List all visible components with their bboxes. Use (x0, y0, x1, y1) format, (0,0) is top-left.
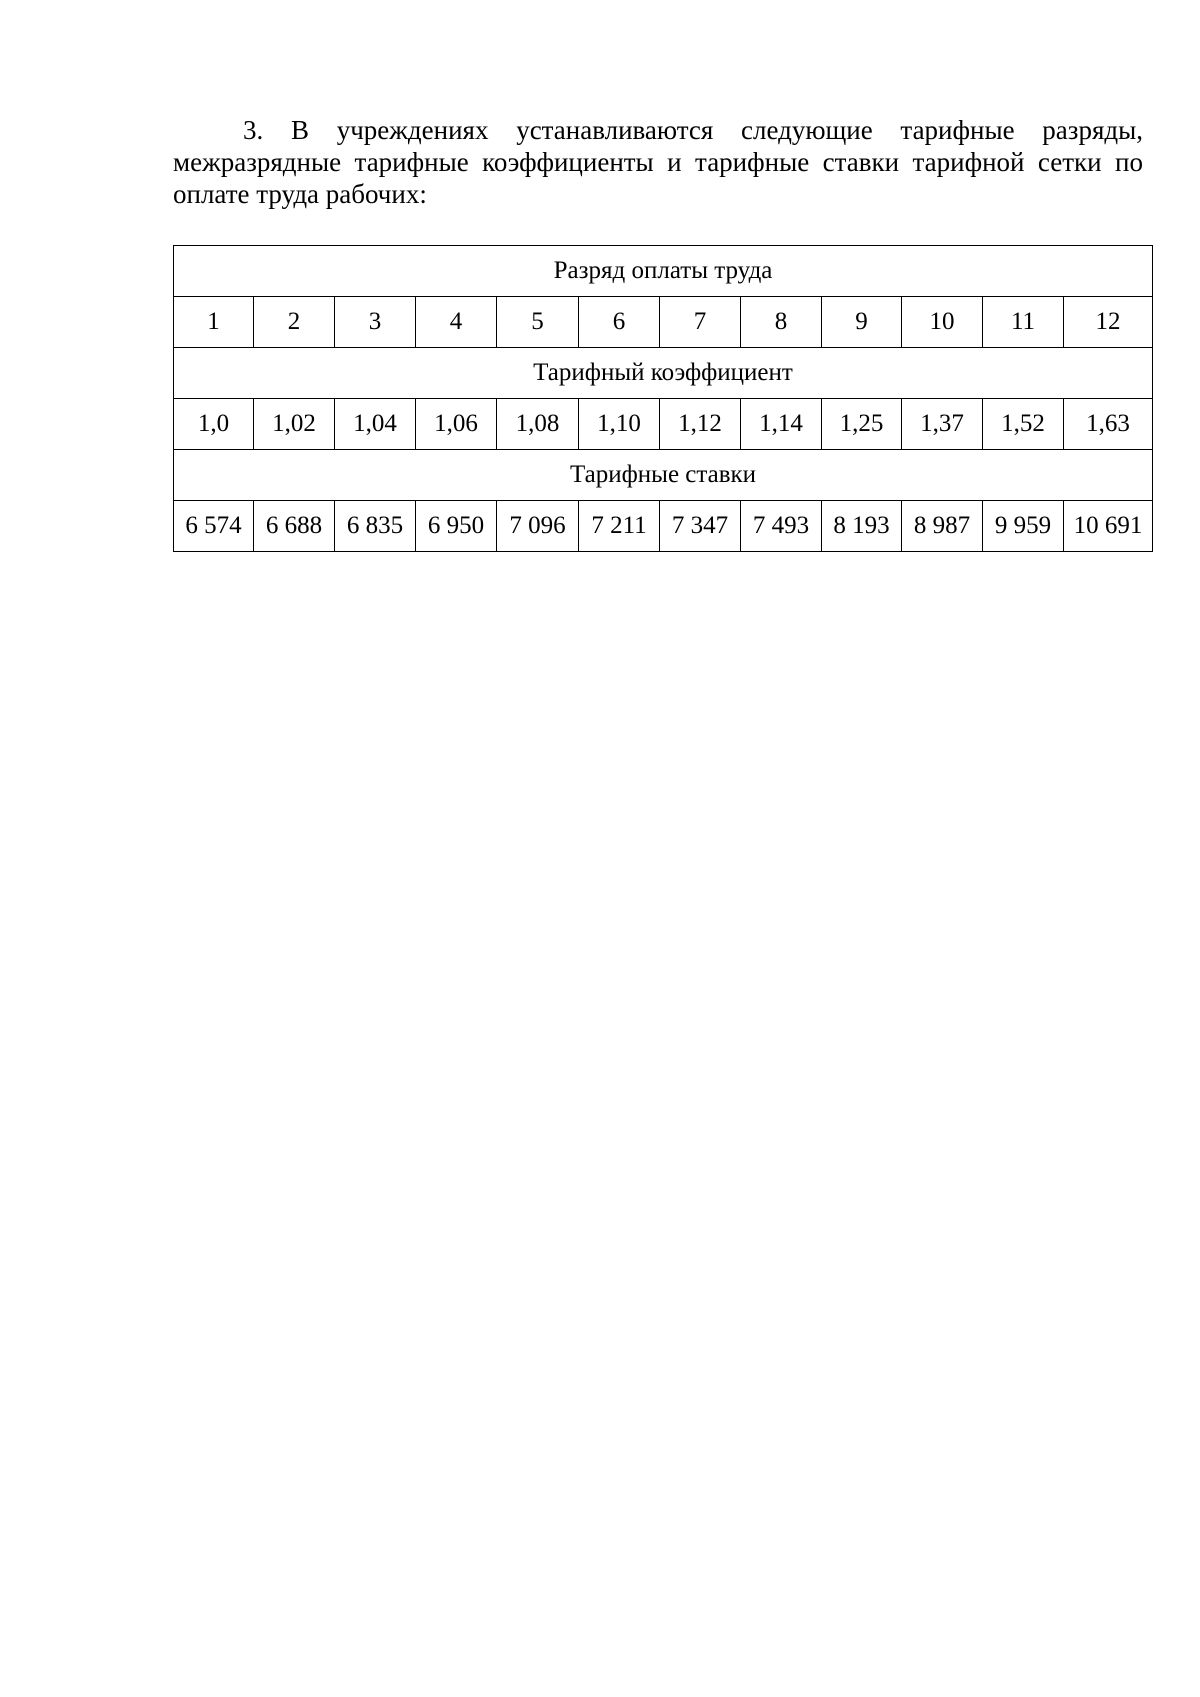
coefficient-cell: 1,04 (335, 399, 416, 450)
grade-cell: 11 (983, 297, 1064, 348)
grade-cell: 12 (1064, 297, 1153, 348)
coefficient-cell: 1,06 (416, 399, 497, 450)
rate-cell: 6 574 (174, 501, 254, 552)
rate-cell: 6 688 (254, 501, 335, 552)
rate-cell: 7 096 (497, 501, 579, 552)
grade-cell: 10 (902, 297, 983, 348)
grade-cell: 3 (335, 297, 416, 348)
coefficient-cell: 1,10 (579, 399, 660, 450)
coefficient-cell: 1,02 (254, 399, 335, 450)
coefficients-row (174, 399, 1153, 450)
coefficient-cell: 1,52 (983, 399, 1064, 450)
grade-header-cell: Разряд оплаты труда (174, 246, 1153, 297)
rate-cell: 6 950 (416, 501, 497, 552)
coefficient-cell: 1,25 (822, 399, 902, 450)
rate-cell: 9 959 (983, 501, 1064, 552)
grade-cell: 1 (174, 297, 254, 348)
coefficient-header-cell: Тарифный коэффициент (174, 348, 1153, 399)
rates-header-cell: Тарифные ставки (174, 450, 1153, 501)
grade-cell: 9 (822, 297, 902, 348)
coefficient-cell: 1,08 (497, 399, 579, 450)
grade-cell: 4 (416, 297, 497, 348)
rate-cell: 8 193 (822, 501, 902, 552)
grade-header-row (174, 246, 1153, 297)
grade-cell: 2 (254, 297, 335, 348)
coefficient-cell: 1,14 (741, 399, 822, 450)
coefficient-cell: 1,63 (1064, 399, 1153, 450)
rate-cell: 8 987 (902, 501, 983, 552)
grades-row (174, 297, 1153, 348)
grade-cell: 6 (579, 297, 660, 348)
rates-header-row (174, 450, 1153, 501)
coefficient-cell: 1,37 (902, 399, 983, 450)
grade-cell: 8 (741, 297, 822, 348)
rate-cell: 10 691 (1064, 501, 1153, 552)
coefficient-cell: 1,0 (174, 399, 254, 450)
intro-paragraph: 3. В учреждениях устанавливаются следующие тарифные разряды, межразрядные тарифные коэффициенты и тарифные ставки тарифной сетки по оплате труда рабочих: (173, 115, 1143, 209)
rate-cell: 7 347 (660, 501, 741, 552)
rate-cell: 7 211 (579, 501, 660, 552)
coefficient-header-row (174, 348, 1153, 399)
tariff-table (173, 245, 1153, 552)
rates-row (174, 501, 1153, 552)
coefficient-cell: 1,12 (660, 399, 741, 450)
rate-cell: 7 493 (741, 501, 822, 552)
grade-cell: 7 (660, 297, 741, 348)
grade-cell: 5 (497, 297, 579, 348)
rate-cell: 6 835 (335, 501, 416, 552)
